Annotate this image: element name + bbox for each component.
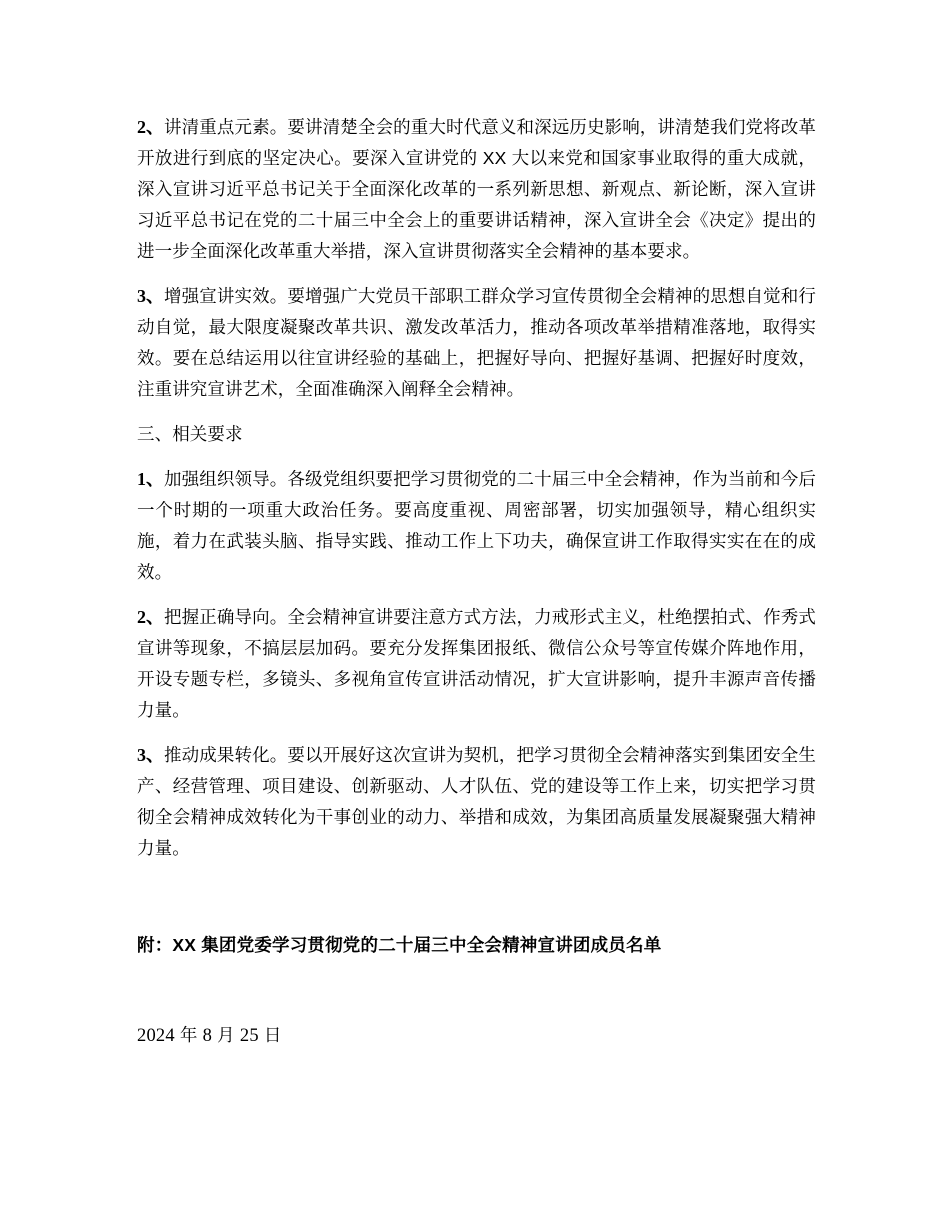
numbered-paragraph <box>137 740 816 864</box>
paragraph-enumerator: 3、 <box>137 286 165 306</box>
date-day: 25 <box>239 1026 259 1046</box>
numbered-paragraph <box>137 464 816 588</box>
paragraph-text: 加强组织领导。各级党组织要把学习贯彻党的二十届三中全会精神，作为当前和今后一个时期的一项重大政治任务。要高度重视、周密部署，切实加强领导，精心组织实施，着力在武装头脑、指导实践、推动工作上下功夫，确保宣讲工作取得实实在在的成效。 <box>137 469 816 582</box>
section-heading: 三、相关要求 <box>137 424 243 444</box>
numbered-paragraph <box>137 602 816 726</box>
paragraph-text: 增强宣讲实效。要增强广大党员干部职工群众学习宣传贯彻全会精神的思想自觉和行动自觉，最大限度凝聚改革共识、激发改革活力，推动各项改革举措精准落地，取得实效。要在总结运用以往宣讲经验的基础上，把握好导向、把握好基调、把握好时度效，注重讲究宣讲艺术，全面准确深入阐释全会精神。 <box>137 286 816 399</box>
paragraph-text: 讲清重点元素。要讲清楚全会的重大时代意义和深远历史影响，讲清楚我们党将改革开放进行到底的坚定决心。要深入宣讲党的 XX 大以来党和国家事业取得的重大成就，深入宣讲习近平总书记关于全面深化改革的一系列新思想、新观点、新论断，深入宣讲习近平总书记在党的二十届三中全会上的重要讲话精神，深入宣讲全会《决定》提出的进一步全面深化改革重大举措，深入宣讲贯彻落实全会精神的基本要求。 <box>137 117 816 261</box>
date-year: 2024 <box>137 1026 175 1046</box>
spacer <box>137 878 816 930</box>
signature-date <box>137 1020 816 1052</box>
date-year-unit: 年 <box>179 1025 198 1045</box>
paragraph-enumerator: 2、 <box>137 607 165 627</box>
paragraph-text: 把握正确导向。全会精神宣讲要注意方式方法，力戒形式主义，杜绝摆拍式、作秀式宣讲等现象，不搞层层加码。要充分发挥集团报纸、微信公众号等宣传媒介阵地作用，开设专题专栏，多镜头、多视角宣传宣讲活动情况，扩大宣讲影响，提升丰源声音传播力量。 <box>137 607 816 720</box>
paragraph-enumerator: 3、 <box>137 745 165 765</box>
paragraph-enumerator: 1、 <box>137 469 165 489</box>
date-day-unit: 日 <box>263 1025 282 1045</box>
numbered-paragraph <box>137 112 816 267</box>
numbered-paragraph <box>137 281 816 405</box>
paragraph-enumerator: 2、 <box>137 117 165 137</box>
spacer <box>137 961 816 1020</box>
date-month: 8 <box>202 1026 213 1046</box>
attachment-note: 附：XX 集团党委学习贯彻党的二十届三中全会精神宣讲团成员名单 <box>137 935 662 955</box>
date-month-unit: 月 <box>217 1025 235 1045</box>
document-body <box>137 112 816 1052</box>
paragraph-text: 推动成果转化。要以开展好这次宣讲为契机，把学习贯彻全会精神落实到集团安全生产、经营管理、项目建设、创新驱动、人才队伍、党的建设等工作上来，切实把学习贯彻全会精神成效转化为干事创业的动力、举措和成效，为集团高质量发展凝聚强大精神力量。 <box>137 745 816 858</box>
